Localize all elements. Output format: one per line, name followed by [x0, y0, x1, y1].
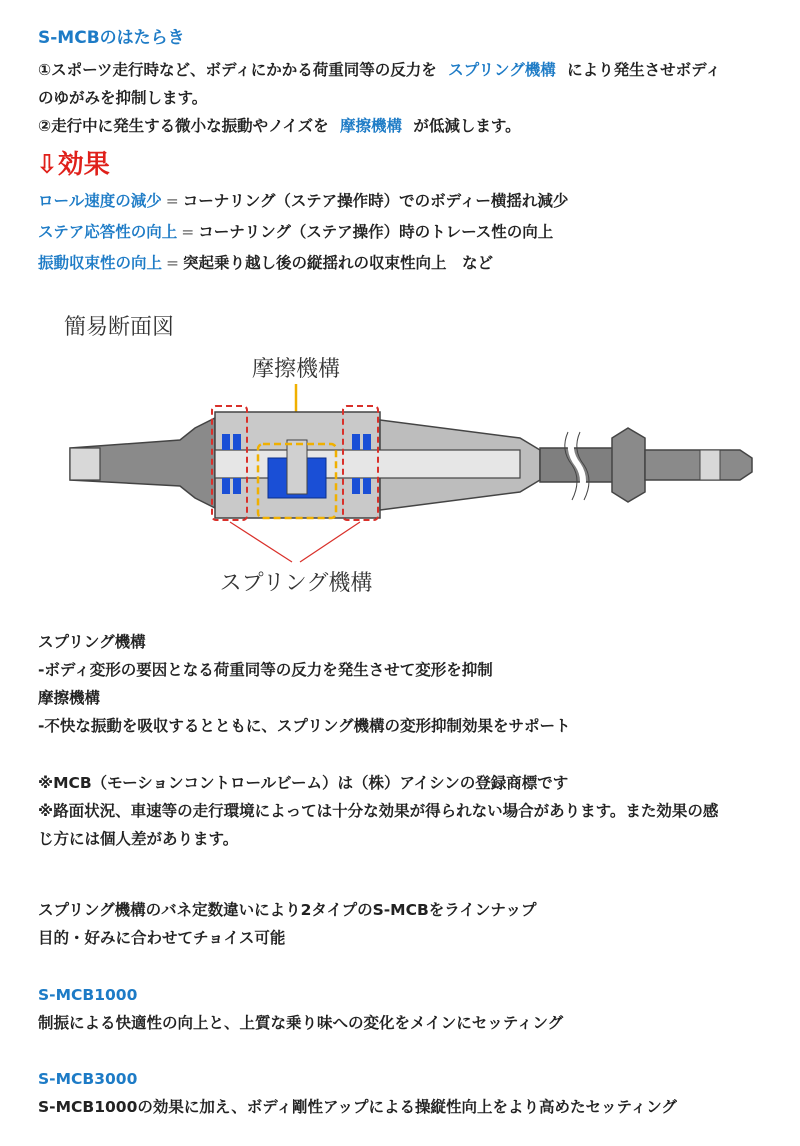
right-joint-nut: [612, 428, 645, 502]
effect-item: [38, 222, 553, 242]
product-name: S-MCB1000: [38, 986, 138, 1004]
effect-text: コーナリング（ステア操作）時のトレース性の向上: [198, 223, 554, 241]
function-line-1-post: により発生させボディ: [567, 61, 721, 79]
effect-item: [38, 191, 568, 211]
spring-desc-title: スプリング機構: [38, 633, 146, 651]
function-line-1-pre: ①スポーツ走行時など、ボディにかかる荷重同等の反力を: [38, 61, 437, 79]
spring-leader-right: [300, 522, 360, 562]
effect-label: ステア応答性の向上: [38, 223, 178, 241]
effect-equals: =: [165, 192, 179, 210]
lineup-line-2: 目的・好みに合わせてチョイス可能: [38, 929, 286, 947]
product-desc: 制振による快適性の向上と、上質な乗り味への変化をメインにセッティング: [38, 1014, 564, 1032]
disclaimer-line-2: じ方には個人差があります。: [38, 830, 239, 848]
friction-mechanism-highlight: 摩擦機構: [339, 117, 402, 135]
friction-desc-text: -不快な振動を吸収するとともに、スプリング機構の変形抑制効果をサポート: [38, 717, 571, 735]
friction-center-pin: [287, 440, 307, 494]
page-heading: S-MCBのはたらき: [38, 28, 185, 48]
function-line-3-pre: ②走行中に発生する微小な振動やノイズを: [38, 117, 329, 135]
effect-label: ロール速度の減少: [38, 192, 162, 210]
effect-equals: =: [181, 223, 195, 241]
right-rod-end: [645, 450, 752, 480]
right-end-cap: [700, 450, 720, 480]
effect-item: [38, 253, 493, 273]
spring-mechanism-label: スプリング機構: [219, 571, 373, 596]
disclaimer-line-1: ※路面状況、車速等の走行環境によっては十分な効果が得られない場合があります。また効果の感: [38, 802, 719, 820]
effect-equals: =: [166, 254, 180, 272]
product-desc: S-MCB1000の効果に加え、ボディ剛性アップによる操縦性向上をより高めたセッティング: [38, 1098, 677, 1116]
effect-text: コーナリング（ステア操作時）でのボディー横揺れ減少: [182, 192, 569, 210]
effect-title: ⇩効果: [36, 150, 110, 180]
cross-section-diagram: [0, 340, 800, 610]
inner-shaft: [215, 450, 520, 478]
spring-leader-left: [230, 522, 292, 562]
effect-label: 振動収束性の向上: [38, 254, 163, 272]
spring-desc-text: -ボディ変形の要因となる荷重同等の反力を発生させて変形を抑制: [38, 661, 493, 679]
left-end-cap: [70, 448, 100, 480]
function-line-1: [38, 60, 721, 80]
trademark-note: ※MCB（モーションコントロールビーム）は（株）アイシンの登録商標です: [38, 774, 569, 792]
spring-mechanism-highlight: スプリング機構: [448, 61, 556, 79]
effect-text: 突起乗り越し後の縦揺れの収束性向上 など: [183, 254, 494, 272]
function-line-3: [38, 116, 521, 136]
function-line-3-post: が低減します。: [413, 117, 521, 135]
product-name: S-MCB3000: [38, 1070, 138, 1088]
diagram-title: 簡易断面図: [64, 315, 175, 340]
friction-desc-title: 摩擦機構: [38, 689, 101, 707]
lineup-line-1: スプリング機構のバネ定数違いにより2タイプのS-MCBをラインナップ: [38, 901, 537, 919]
function-line-2: のゆがみを抑制します。: [38, 89, 208, 107]
friction-mechanism-label: 摩擦機構: [251, 357, 341, 382]
